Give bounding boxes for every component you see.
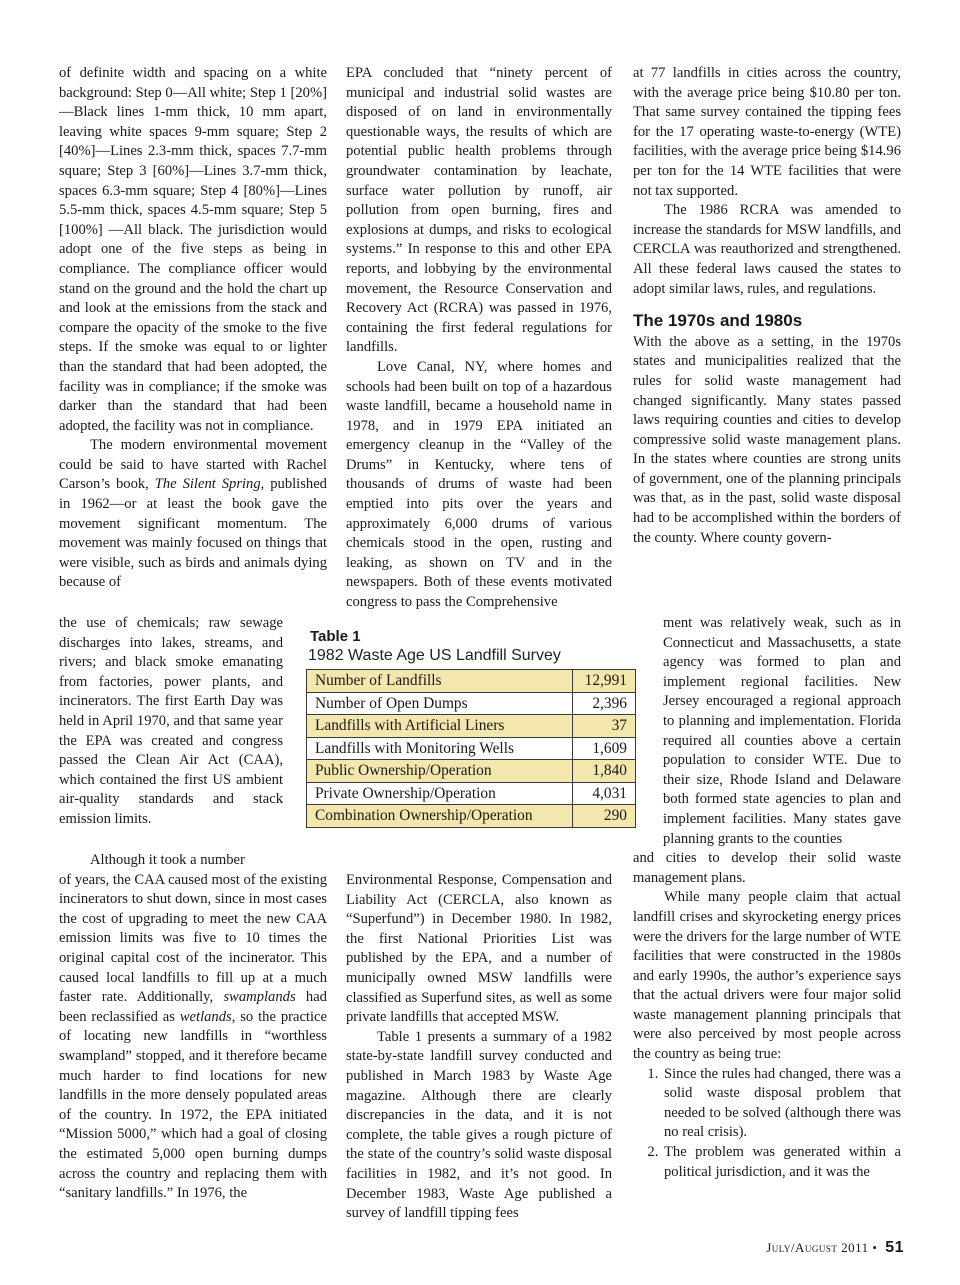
row-value: 37 bbox=[573, 715, 636, 738]
paragraph-continued: Environmental Response, Compensation and Liability Act (CERCLA, also known as “Superfund”) in December 1980. In 1982, the first National Priorities List was published by the EPA, and a number of municipally owned MSW landfills were classified as Superfund sites, as well as some private landfills that accepted MSW. bbox=[346, 872, 612, 1026]
paragraph: EPA concluded that “ninety percent of municipal and industrial solid wastes are disposed of on land in environmentally questionable ways, the results of which are potential public health problems through groundwater contamination by leachate, surface water pollution by runoff, air pollution from open burning, fires and explosions at dumps, and risks to ecological systems.” In response to this and other EPA reports, and lobbying by the environmental movement, the Resource Conservation and Recovery Act (RCRA) was passed in 1976, containing the first federal regulations for landfills. bbox=[346, 65, 612, 356]
row-value: 290 bbox=[573, 805, 636, 828]
row-label: Public Ownership/Operation bbox=[307, 760, 573, 783]
paragraph: The 1986 RCRA was amended to increase the standards for MSW landfills, and CERCLA was reauthorized and strengthened. All these federal laws caused the states to adopt similar laws, rules, and regulations. bbox=[633, 202, 901, 297]
page-footer bbox=[766, 1239, 904, 1257]
table-row bbox=[307, 782, 636, 805]
paragraph: With the above as a setting, in the 1970s states and municipalities realized that the rules for solid waste management had changed significantly. Many states passed laws requiring counties and cities to develop compressive solid waste management plans. In the states where counties are strong units of government, one of the planning principals was that, as in the past, solid waste disposal had to be accomplished within the borders of the county. Where county govern- bbox=[633, 333, 901, 546]
table-row bbox=[307, 805, 636, 828]
numbered-list bbox=[633, 1065, 901, 1183]
text-run: , so the practice of locating new landfills in “worthless swampland” stopped, and it therefore became much harder to find locations for new landfills in the more densely populated areas of the country. In 1972, the EPA initiated “Mission 5000,” which had a goal of closing the estimated 5,000 open burning dumps across the country and replacing them with “sanitary landfills.” In 1976, the bbox=[59, 1008, 327, 1202]
separator-bullet: • bbox=[872, 1240, 878, 1255]
table-label: Table 1 bbox=[310, 628, 361, 645]
row-label: Number of Open Dumps bbox=[307, 692, 573, 715]
column-3 bbox=[633, 64, 901, 548]
row-value: 1,609 bbox=[573, 737, 636, 760]
issue-date: July/August 2011 bbox=[766, 1240, 869, 1255]
paragraph: of definite width and spacing on a white background: Step 0—All white; Step 1 [20%]—Black lines 1-mm thick, 10 mm apart, leaving white spaces 9-mm square; Step 2 [40%]—Lines 2.3-mm thick, spaces 7.7-mm square; Step 3 [60%]—Lines 3.7-mm thick, spaces 6.3-mm square; Step 4 [80%]—Lines 5.5-mm thick, spaces 4.5-mm square; Step 5 [100%] —All black. The jurisdiction would adopt one of the five steps as being in compliance. The compliance officer would stand on the ground and the hold the chart up and look at the emissions from the stack and compare the opacity of the smoke to the five steps. If the smoke was equal to or lighter than the standard that had been adopted, the facility was in compliance; if the smoke was darker than the standard that had been adopted, the facility was not in compliance. bbox=[59, 65, 327, 434]
row-label: Number of Landfills bbox=[307, 670, 573, 693]
row-value: 2,396 bbox=[573, 692, 636, 715]
row-value: 4,031 bbox=[573, 782, 636, 805]
italic-term: wetlands bbox=[179, 1008, 232, 1025]
paragraph bbox=[59, 436, 327, 593]
table-row bbox=[307, 737, 636, 760]
column-1-lower bbox=[59, 851, 327, 1204]
text-run: The modern environmental movement could be said to have started with Rachel Carson’s book, bbox=[59, 437, 327, 493]
text-run: of years, the CAA caused most of the existing incinerators to shut down, since in most cases the cost of upgrading to meet the new CAA emission limits was five to 10 times the original capital cost of the incinerator. This caused local landfills to fill up at a much faster rate. Additionally, bbox=[59, 871, 327, 1006]
row-value: 1,840 bbox=[573, 760, 636, 783]
table-row bbox=[307, 760, 636, 783]
paragraph: While many people claim that actual landfill crises and skyrocketing energy prices were the drivers for the large number of WTE facilities that were constructed in the 1980s and early 1990s, the author’s experience says that the actual drivers were four major solid waste management planning principals that were also perceived by most people across the country as being true: bbox=[633, 889, 901, 1063]
table-row bbox=[307, 692, 636, 715]
row-label: Combination Ownership/Operation bbox=[307, 805, 573, 828]
landfill-survey-table bbox=[306, 669, 636, 828]
column-1 bbox=[59, 64, 327, 593]
paragraph: Love Canal, NY, where homes and schools had been built on top of a hazardous waste landfill, became a household name in 1978, and in 1979 EPA initiated an emergency cleanup in the “Valley of the Drums” in Kentucky, where tens of thousands of drums of waste had been emptied into pits over the years and approximately 6,000 drums of various chemicals stood in the open, rusting and leaking, as shown on TV and in the newspapers. Both of these events motivated congress to pass the Comprehensive bbox=[346, 358, 612, 611]
row-label: Private Ownership/Operation bbox=[307, 782, 573, 805]
column-3-lower bbox=[633, 614, 901, 1182]
paragraph-continued: the use of chemicals; raw sewage discharges into lakes, streams, and rivers; and black smoke emanating from factories, power plants, and incinerators. The first Earth Day was held in April 1970, and that same year the EPA was created and congress passed the Clean Air Act (CAA), which contained the first US ambient air-quality standards and stack emission limits. bbox=[59, 615, 283, 827]
paragraph-wrapped: ment was relatively weak, such as in Connecticut and Massachusetts, a state agency was formed to plan and implement regional facilities. New Jersey encouraged a regional approach to planning and implementation. Florida required all counties above a certain population to consider WTE. Due to their size, Rhode Island and Delaware both formed state agencies to plan and implement facilities. Many states gave planning grants to the counties bbox=[663, 615, 901, 847]
column-2 bbox=[346, 64, 612, 613]
paragraph-continued: and cities to develop their solid waste management plans. bbox=[633, 850, 901, 886]
list-item: 1. Since the rules had changed, there was a solid waste disposal problem that needed to be solved (although there was no real crisis). bbox=[662, 1065, 901, 1143]
section-heading: The 1970s and 1980s bbox=[633, 311, 803, 331]
paragraph: Table 1 presents a summary of a 1982 state-by-state landfill survey conducted and published in March 1983 by Waste Age magazine. Although there are clearly discrepancies in the data, and it is not complete, the table gives a rough picture of the state of the country’s solid waste disposal facilities in 1982, and it’s not good. In December 1983, Waste Age published a survey of landfill tipping fees bbox=[346, 1028, 612, 1222]
table-row bbox=[307, 670, 636, 693]
italic-term: swamplands bbox=[223, 989, 296, 1006]
text-run: had been reclassified as bbox=[59, 989, 327, 1025]
table-row bbox=[307, 715, 636, 738]
table-1 bbox=[306, 628, 636, 828]
text-run: , published in 1962—or at least the book gave the movement significant momentum. The movement was mainly focused on things that were visible, such as birds and animals dying because of bbox=[59, 476, 327, 591]
page-number: 51 bbox=[885, 1239, 904, 1256]
paragraph: Although it took a number bbox=[90, 852, 245, 868]
column-1-wrap bbox=[59, 614, 283, 830]
table-title: 1982 Waste Age US Landfill Survey bbox=[308, 647, 561, 664]
row-label: Landfills with Monitoring Wells bbox=[307, 737, 573, 760]
row-label: Landfills with Artificial Liners bbox=[307, 715, 573, 738]
book-title: The Silent Spring bbox=[154, 476, 261, 493]
list-item: 2. The problem was generated within a political jurisdiction, and it was the bbox=[662, 1143, 901, 1182]
column-2-lower bbox=[346, 871, 612, 1224]
paragraph-continued: at 77 landfills in cities across the country, with the average price being $10.80 per ton. That same survey contained the tipping fees for the 17 operating waste-to-energy (WTE) facilities, with the average price being $14.96 per ton for the 14 WTE facilities that were not tax supported. bbox=[633, 65, 901, 199]
paragraph-continued bbox=[59, 871, 327, 1204]
row-value: 12,991 bbox=[573, 670, 636, 693]
